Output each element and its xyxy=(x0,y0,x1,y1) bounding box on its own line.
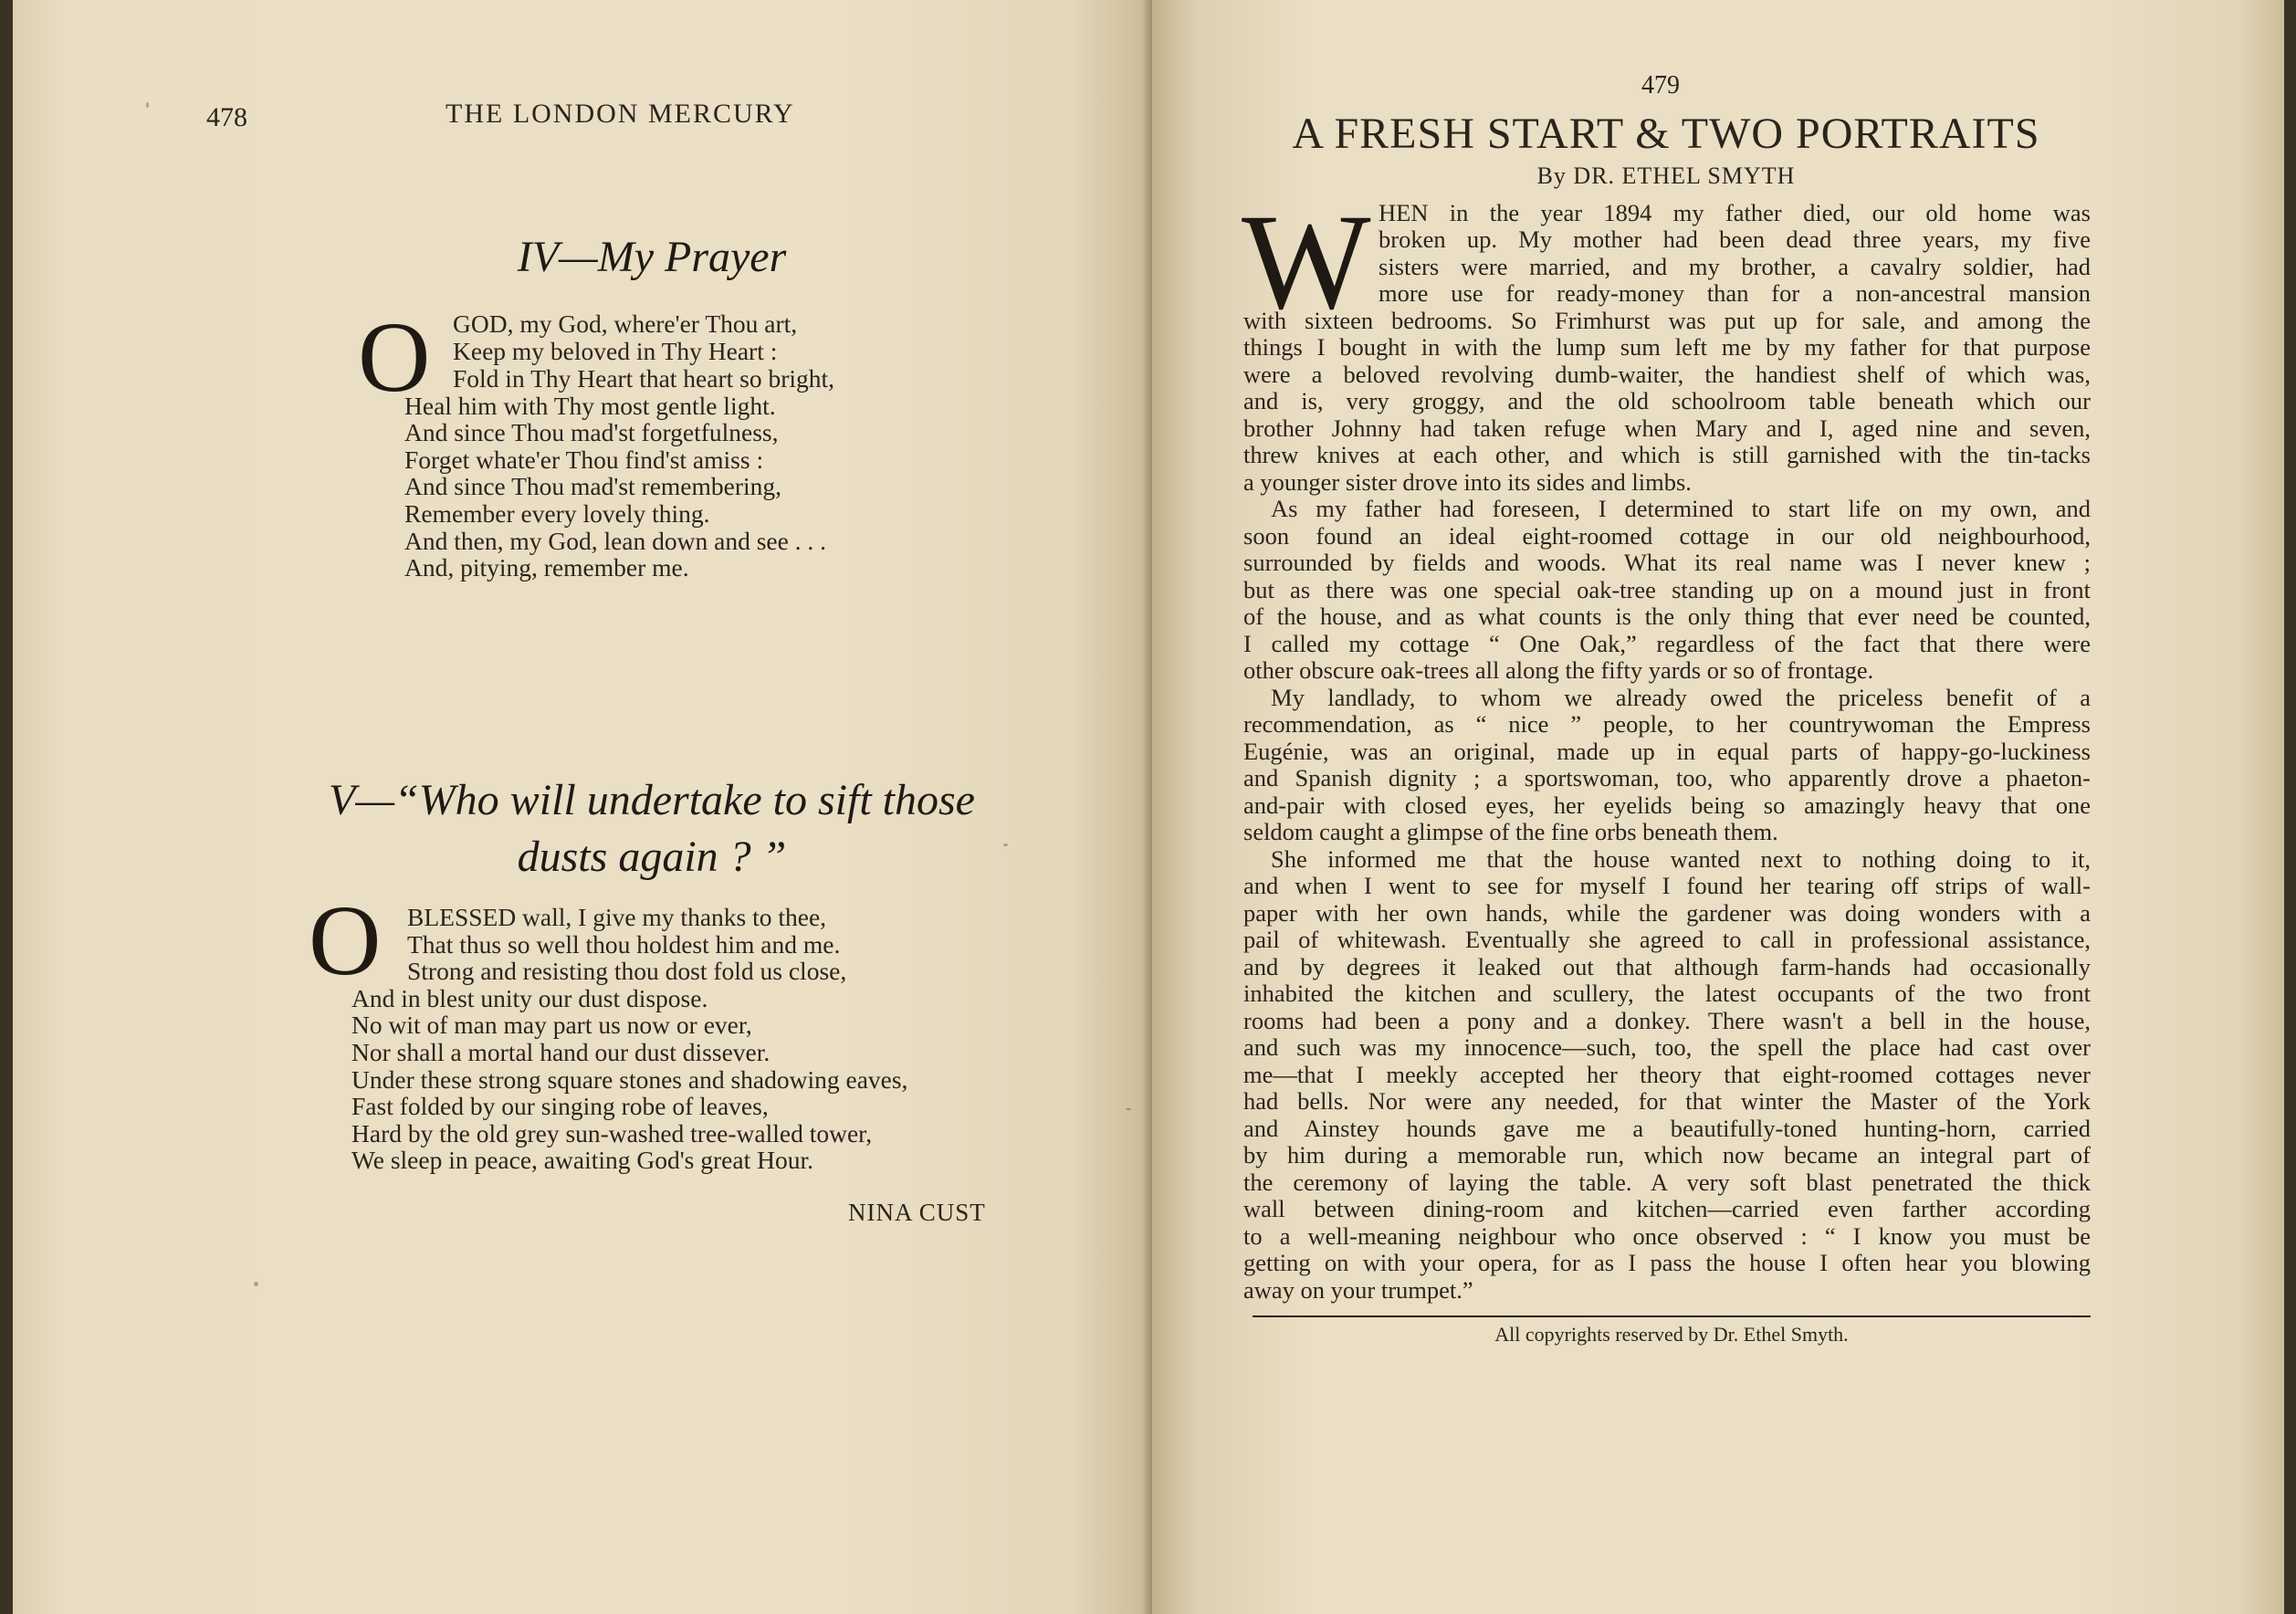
article-line: She informed me that the house wanted next to nothing doing to it, xyxy=(1271,845,2091,873)
article-line: and when I went to see for myself I found her tearing off strips of wall- xyxy=(1243,872,2091,899)
poem-v-line: We sleep in peace, awaiting God's great Hour. xyxy=(351,1146,813,1174)
paper-speck xyxy=(1126,1108,1131,1110)
article-line: and by degrees it leaked out that although farm-hands had occasionally xyxy=(1243,953,2091,980)
poem-iv-line: And, pitying, remember me. xyxy=(404,553,689,582)
poem-v-line: Strong and resisting thou dost fold us close, xyxy=(407,957,847,985)
article-line: and such was my innocence—such, too, the spell the place had cast over xyxy=(1243,1033,2091,1061)
article-line: broken up. My mother had been dead three years, my five xyxy=(1379,225,2091,253)
article-line: recommendation, as “ nice ” people, to her countrywoman the Empress xyxy=(1243,710,2091,738)
article-line: and is, very groggy, and the old schoolroom table beneath which our xyxy=(1243,387,2091,414)
poem-v-title-line: dusts again ? ” xyxy=(517,833,787,881)
article-line: to a well-meaning neighbour who once observed : “ I know you must be xyxy=(1243,1222,2091,1250)
poem-v-line: And in blest unity our dust dispose. xyxy=(351,984,708,1012)
poem-v-title xyxy=(195,772,1108,886)
page-number-left: 478 xyxy=(206,102,247,132)
article-line: seldom caught a glimpse of the fine orbs beneath them. xyxy=(1243,818,1778,845)
poem-author: NINA CUST xyxy=(848,1199,986,1226)
article-line: more use for ready-money than for a non-ancestral mansion xyxy=(1379,279,2091,307)
poem-v-line: No wit of man may part us now or ever, xyxy=(351,1011,752,1039)
article-line: I called my cottage “ One Oak,” regardless of the fact that there were xyxy=(1243,630,2091,657)
poem-v-line: Hard by the old grey sun-washed tree-walled tower, xyxy=(351,1119,873,1148)
poem-iv-line: And since Thou mad'st forgetfulness, xyxy=(404,418,779,446)
article-line: and-pair with closed eyes, her eyelids being so amazingly heavy that one xyxy=(1243,791,2091,819)
poem-v-line: Fast folded by our singing robe of leaves, xyxy=(351,1092,769,1120)
poem-iv-line: And since Thou mad'st remembering, xyxy=(404,472,782,500)
article-line: and Spanish dignity ; a sportswoman, too, who apparently drove a phaeton- xyxy=(1243,764,2091,791)
article-byline: By DR. ETHEL SMYTH xyxy=(1536,162,1796,189)
article-line: of the house, and as what counts is the only thing that ever need be counted, xyxy=(1243,603,2091,630)
article-line: and Ainstey hounds gave me a beautifully-toned hunting-horn, carried xyxy=(1243,1115,2091,1142)
poem-v-line: BLESSED wall, I give my thanks to thee, xyxy=(407,903,827,931)
poem-iv-line: Fold in Thy Heart that heart so bright, xyxy=(453,364,835,393)
left-page xyxy=(13,0,1152,1614)
article-title: A FRESH START & TWO PORTRAITS xyxy=(1292,110,2040,158)
article-line: inhabited the kitchen and scullery, the latest occupants of the two front xyxy=(1243,980,2091,1007)
poem-v-drop-cap: O xyxy=(309,885,382,996)
poem-iv-line: Forget whate'er Thou find'st amiss : xyxy=(404,445,764,474)
poem-v-line: Nor shall a mortal hand our dust dissever. xyxy=(351,1038,771,1066)
article-line: getting on with your opera, for as I pass the house I often hear you blowing xyxy=(1243,1249,2091,1276)
poem-iv-drop-cap: O xyxy=(358,301,431,413)
footnote-rule xyxy=(1253,1315,2091,1317)
article-line: but as there was one special oak-tree standing up on a mound just in front xyxy=(1243,576,2091,603)
article-line: sisters were married, and my brother, a cavalry soldier, had xyxy=(1379,253,2091,280)
article-line: rooms had been a pony and a donkey. There wasn't a bell in the house, xyxy=(1243,1007,2091,1034)
article-line: other obscure oak-trees all along the fifty yards or so of frontage. xyxy=(1243,656,1874,684)
article-line: by him during a memorable run, which now became an integral part of xyxy=(1243,1141,2091,1169)
article-line: threw knives at each other, and which is still garnished with the tin-tacks xyxy=(1243,441,2091,468)
article-line: away on your trumpet.” xyxy=(1243,1276,1473,1304)
article-line: things I bought in with the lump sum left me by my father for that purpose xyxy=(1243,333,2091,361)
article-line: had bells. Nor were any needed, for that winter the Master of the York xyxy=(1243,1087,2091,1115)
article-line: wall between dining-room and kitchen—carried even farther according xyxy=(1243,1195,2091,1222)
article-line: Eugénie, was an original, made up in equal parts of happy-go-luckiness xyxy=(1243,738,2091,765)
poem-iv-line: And then, my God, lean down and see . . . xyxy=(404,527,827,555)
article-drop-cap: W xyxy=(1242,186,1371,338)
article-line: As my father had foreseen, I determined to start life on my own, and xyxy=(1271,495,2091,522)
article-line: brother Johnny had taken refuge when Mary and I, aged nine and seven, xyxy=(1243,414,2091,442)
poem-iv-line: Remember every lovely thing. xyxy=(404,499,710,528)
poem-iv-line: GOD, my God, where'er Thou art, xyxy=(453,309,798,338)
page-number-right: 479 xyxy=(1641,71,1680,100)
article-line: the ceremony of laying the table. A very soft blast penetrated the thick xyxy=(1243,1169,2091,1196)
poem-iv-title: IV—My Prayer xyxy=(517,233,787,281)
article-line: a younger sister drove into its sides and limbs. xyxy=(1243,468,1692,496)
article-line: pail of whitewash. Eventually she agreed to call in professional assistance, xyxy=(1243,926,2091,953)
poem-iv-line: Keep my beloved in Thy Heart : xyxy=(453,337,778,365)
paper-speck xyxy=(254,1282,258,1286)
running-head: THE LONDON MERCURY xyxy=(446,99,795,129)
article-line: My landlady, to whom we already owed the priceless benefit of a xyxy=(1271,684,2091,711)
copyright-footnote: All copyrights reserved by Dr. Ethel Smyth. xyxy=(1494,1323,1849,1346)
article-line: soon found an ideal eight-roomed cottage in our old neighbourhood, xyxy=(1243,522,2091,550)
article-line: HEN in the year 1894 my father died, our old home was xyxy=(1379,199,2091,226)
poem-v-title-line: V—“Who will undertake to sift those xyxy=(329,776,975,824)
article-line: me—that I meekly accepted her theory that eight-roomed cottages never xyxy=(1243,1061,2091,1088)
article-line: surrounded by fields and woods. What its real name was I never knew ; xyxy=(1243,549,2091,576)
article-line: were a beloved revolving dumb-waiter, the handiest shelf of which was, xyxy=(1243,361,2091,388)
poem-v-line: That thus so well thou holdest him and me. xyxy=(407,930,841,959)
poem-v-line: Under these strong square stones and shadowing eaves, xyxy=(351,1065,908,1094)
article-line: with sixteen bedrooms. So Frimhurst was put up for sale, and among the xyxy=(1243,307,2091,334)
paper-speck xyxy=(1003,844,1008,846)
poem-iv-line: Heal him with Thy most gentle light. xyxy=(404,392,776,420)
paper-speck xyxy=(146,102,149,108)
article-line: paper with her own hands, while the gardener was doing wonders with a xyxy=(1243,899,2091,927)
